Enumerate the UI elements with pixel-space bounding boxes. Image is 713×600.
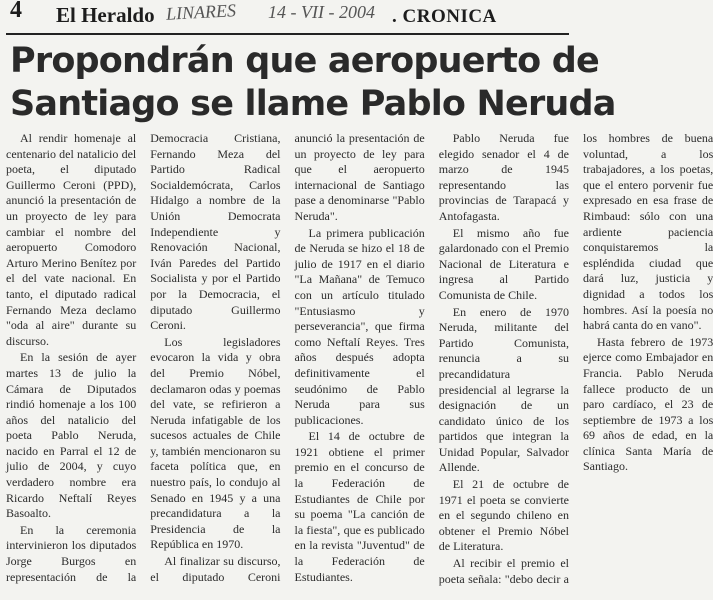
article-paragraph: Al finalizar su discurso, el diputado Ceroni anunció la presentación de un proyecto de ley para que el aeropuerto internacional de Santiago pase a denominarse "Pablo Neruda". bbox=[150, 131, 425, 584]
masthead-bar bbox=[6, 0, 569, 28]
article-paragraph: En la ceremonia intervinieron los diputados Jorge Burgos en representación de la Democracia Cristiana, Fernando Meza del Partido Radical Socialdemócrata, Carlos Hidalgo a nombre de la Unión Democrata Independiente y Renovación Nacional, Iván Paredes del Partido Socialista y por el Partido por la Democracia, el diputado Guillermo Ceroni. bbox=[6, 131, 281, 584]
article-paragraph: La primera publicación de Neruda se hizo el 18 de julio de 1917 en el diario "La Mañana" de Temuco con un artículo titulado "Entusiasmo y perseverancia", que firma como Neftalí Reyes. Tres años después adopta definitivamente el seudónimo de Pablo Neruda para sus publicaciones. bbox=[294, 225, 425, 427]
handwritten-city-note: LINARES bbox=[165, 0, 237, 24]
header-divider bbox=[6, 33, 569, 35]
page-number: 4 bbox=[10, 0, 22, 23]
section-label: . CRONICA bbox=[392, 6, 497, 27]
article-paragraph: En enero de 1970 Neruda, militante del Partido Comunista, renuncia a su precandidatura presidencial al legrarse la designación de un candidato único de los partidos que integran la Unidad Popular, Salvador Allende. bbox=[438, 304, 569, 475]
handwritten-date-note: 14 - VII - 2004 bbox=[268, 2, 375, 22]
article-paragraph: Al recibir el premio el poeta señala: "debo decir a los hombres de buena voluntad, a los trabajadores, a los poetas, que el entero porvenir fue expresado en esa frase de Rimbaud: sólo con una ardiente paciencia conquistaremos la espléndida ciudad que dará luz, justicia y dignidad a todos los hombres. Así la poesía no habrá canta do en vano". bbox=[438, 131, 713, 586]
article-paragraph: Al rendir homenaje al centenario del natalicio del poeta, el diputado Guillermo Ceroni (PPD), anunció la presentación de un proyecto de ley para cambiar el nombre del aeropuerto Comodoro Arturo Merino Benítez por el del vate nacional. En tanto, el diputado radical Fernando Meza declamo "oda al aire" durante su discurso. bbox=[6, 131, 137, 348]
article-paragraph: El 21 de octubre de 1971 el poeta se convierte en el segundo chileno en obtener el Premio Nóbel de Literatura. bbox=[438, 477, 569, 554]
article-paragraph: El 14 de octubre de 1921 obtiene el primer premio en el concurso de la Federación de Estudiantes de Chile por su poema "La canción de la fiesta", que es publicado en la revista "Juventud" de la Federación de Estudiantes. bbox=[294, 429, 425, 584]
headline-line-2: Santiago se llame Pablo Neruda bbox=[10, 84, 616, 124]
newspaper-name: El Heraldo bbox=[56, 3, 155, 27]
headline-line-1: Propondrán que aeropuerto de bbox=[10, 41, 599, 81]
article-paragraph: Los legisladores evocaron la vida y obra del Premio Nóbel, declamaron odas y poemas del vate, se refirieron a Neruda infatigable de los sucesos actuales de Chile y, también mencionaron su faceta política que, en nuestro país, lo condujo al Senado en 1945 y a una precandidatura a la Presidencia de la República en 1970. bbox=[150, 334, 281, 552]
article-paragraph: El mismo año fue galardonado con el Premio Nacional de Literatura e ingresa al Partido Comunista de Chile. bbox=[438, 225, 569, 302]
article-headline bbox=[10, 40, 616, 126]
article-paragraph: Hasta febrero de 1973 ejerce como Embajador en Francia. Pablo Neruda fallece producto de un paro cardíaco, el 23 de septiembre de 1973 a los 69 años de edad, en la clínica Santa María de Santiago. bbox=[583, 334, 713, 474]
article-paragraph: En la sesión de ayer martes 13 de julio la Cámara de Diputados rindió homenaje a los 100 años del natalicio del poeta Pablo Neruda, nacido en Parral el 12 de julio de 2004, y cuyo verdadero nombre era Ricardo Neftalí Reyes Basoalto. bbox=[6, 350, 137, 521]
article-paragraph: Pablo Neruda fue elegido senador el 4 de marzo de 1945 representando las provincias de Tarapacá y Antofagasta. bbox=[438, 131, 569, 223]
article-body bbox=[6, 131, 713, 598]
